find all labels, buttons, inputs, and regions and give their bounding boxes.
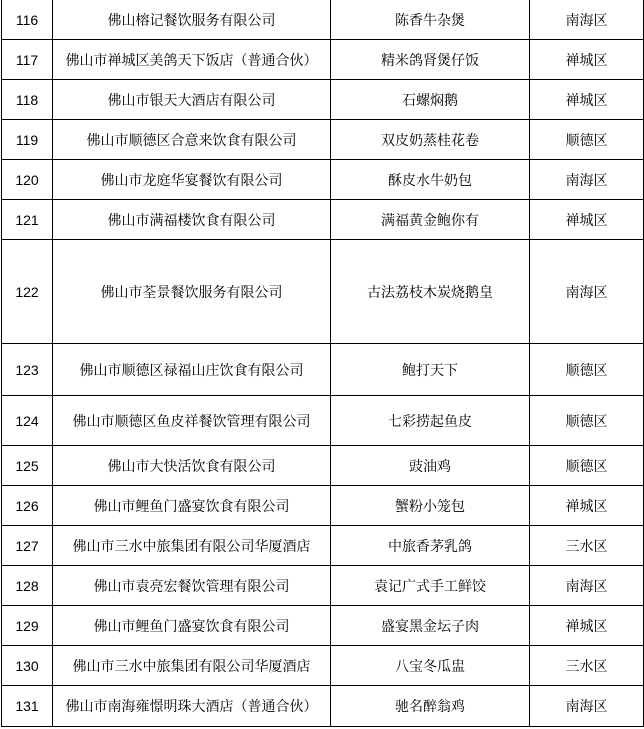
district: 三水区: [530, 526, 644, 566]
dish-name: 八宝冬瓜盅: [331, 646, 530, 686]
district: 禅城区: [530, 486, 644, 526]
dish-name: 驰名醉翁鸡: [331, 686, 530, 727]
row-number: 131: [2, 686, 53, 727]
district: 南海区: [530, 160, 644, 200]
company-name: 佛山市龙庭华宴餐饮有限公司: [53, 160, 331, 200]
row-number: 130: [2, 646, 53, 686]
table-row: [2, 446, 644, 486]
table-row: [2, 80, 644, 120]
dish-name: 豉油鸡: [331, 446, 530, 486]
dish-name: 古法荔枝木炭烧鹅皇: [331, 240, 530, 344]
table-row: [2, 686, 644, 727]
dish-name: 袁记广式手工鲜饺: [331, 566, 530, 606]
row-number: 127: [2, 526, 53, 566]
table-body: [2, 0, 644, 727]
table-row: [2, 240, 644, 344]
dish-name: 鲍打天下: [331, 344, 530, 396]
row-number: 125: [2, 446, 53, 486]
district: 南海区: [530, 686, 644, 727]
district: 禅城区: [530, 606, 644, 646]
district: 顺德区: [530, 446, 644, 486]
dish-name: 中旅香茅乳鸽: [331, 526, 530, 566]
dish-name: 满福黄金鲍你有: [331, 200, 530, 240]
district: 禅城区: [530, 80, 644, 120]
company-name: 佛山市荃景餐饮服务有限公司: [53, 240, 331, 344]
district: 三水区: [530, 646, 644, 686]
company-name: 佛山市满福楼饮食有限公司: [53, 200, 331, 240]
table-row: [2, 486, 644, 526]
district: 禅城区: [530, 200, 644, 240]
row-number: 117: [2, 40, 53, 80]
company-name: 佛山榕记餐饮服务有限公司: [53, 0, 331, 40]
table-row: [2, 606, 644, 646]
row-number: 128: [2, 566, 53, 606]
row-number: 121: [2, 200, 53, 240]
table-row: [2, 526, 644, 566]
company-name: 佛山市袁亮宏餐饮管理有限公司: [53, 566, 331, 606]
restaurant-dish-table: [1, 0, 644, 727]
dish-name: 石螺焖鹅: [331, 80, 530, 120]
district: 顺德区: [530, 120, 644, 160]
dish-name: 双皮奶蒸桂花卷: [331, 120, 530, 160]
table-row: [2, 646, 644, 686]
company-name: 佛山市鲤鱼门盛宴饮食有限公司: [53, 606, 331, 646]
company-name: 佛山市三水中旅集团有限公司华厦酒店: [53, 526, 331, 566]
table-row: [2, 344, 644, 396]
row-number: 123: [2, 344, 53, 396]
table-row: [2, 396, 644, 446]
company-name: 佛山市三水中旅集团有限公司华厦酒店: [53, 646, 331, 686]
row-number: 119: [2, 120, 53, 160]
table-row: [2, 160, 644, 200]
company-name: 佛山市禅城区美鸽天下饭店（普通合伙）: [53, 40, 331, 80]
company-name: 佛山市南海雍憬明珠大酒店（普通合伙）: [53, 686, 331, 727]
company-name: 佛山市顺德区合意来饮食有限公司: [53, 120, 331, 160]
dish-name: 陈香牛杂煲: [331, 0, 530, 40]
company-name: 佛山市银天大酒店有限公司: [53, 80, 331, 120]
district: 南海区: [530, 0, 644, 40]
table-row: [2, 200, 644, 240]
row-number: 124: [2, 396, 53, 446]
row-number: 129: [2, 606, 53, 646]
district: 顺德区: [530, 344, 644, 396]
row-number: 120: [2, 160, 53, 200]
row-number: 126: [2, 486, 53, 526]
district: 禅城区: [530, 40, 644, 80]
company-name: 佛山市鲤鱼门盛宴饮食有限公司: [53, 486, 331, 526]
row-number: 116: [2, 0, 53, 40]
row-number: 122: [2, 240, 53, 344]
dish-name: 蟹粉小笼包: [331, 486, 530, 526]
dish-name: 酥皮水牛奶包: [331, 160, 530, 200]
table-row: [2, 0, 644, 40]
table-row: [2, 120, 644, 160]
district: 南海区: [530, 240, 644, 344]
company-name: 佛山市顺德区禄福山庄饮食有限公司: [53, 344, 331, 396]
company-name: 佛山市顺德区鱼皮祥餐饮管理有限公司: [53, 396, 331, 446]
table-row: [2, 566, 644, 606]
district: 顺德区: [530, 396, 644, 446]
company-name: 佛山市大快活饮食有限公司: [53, 446, 331, 486]
table-row: [2, 40, 644, 80]
row-number: 118: [2, 80, 53, 120]
district: 南海区: [530, 566, 644, 606]
dish-name: 精米鸽肾煲仔饭: [331, 40, 530, 80]
dish-name: 七彩捞起鱼皮: [331, 396, 530, 446]
dish-name: 盛宴黑金坛子肉: [331, 606, 530, 646]
